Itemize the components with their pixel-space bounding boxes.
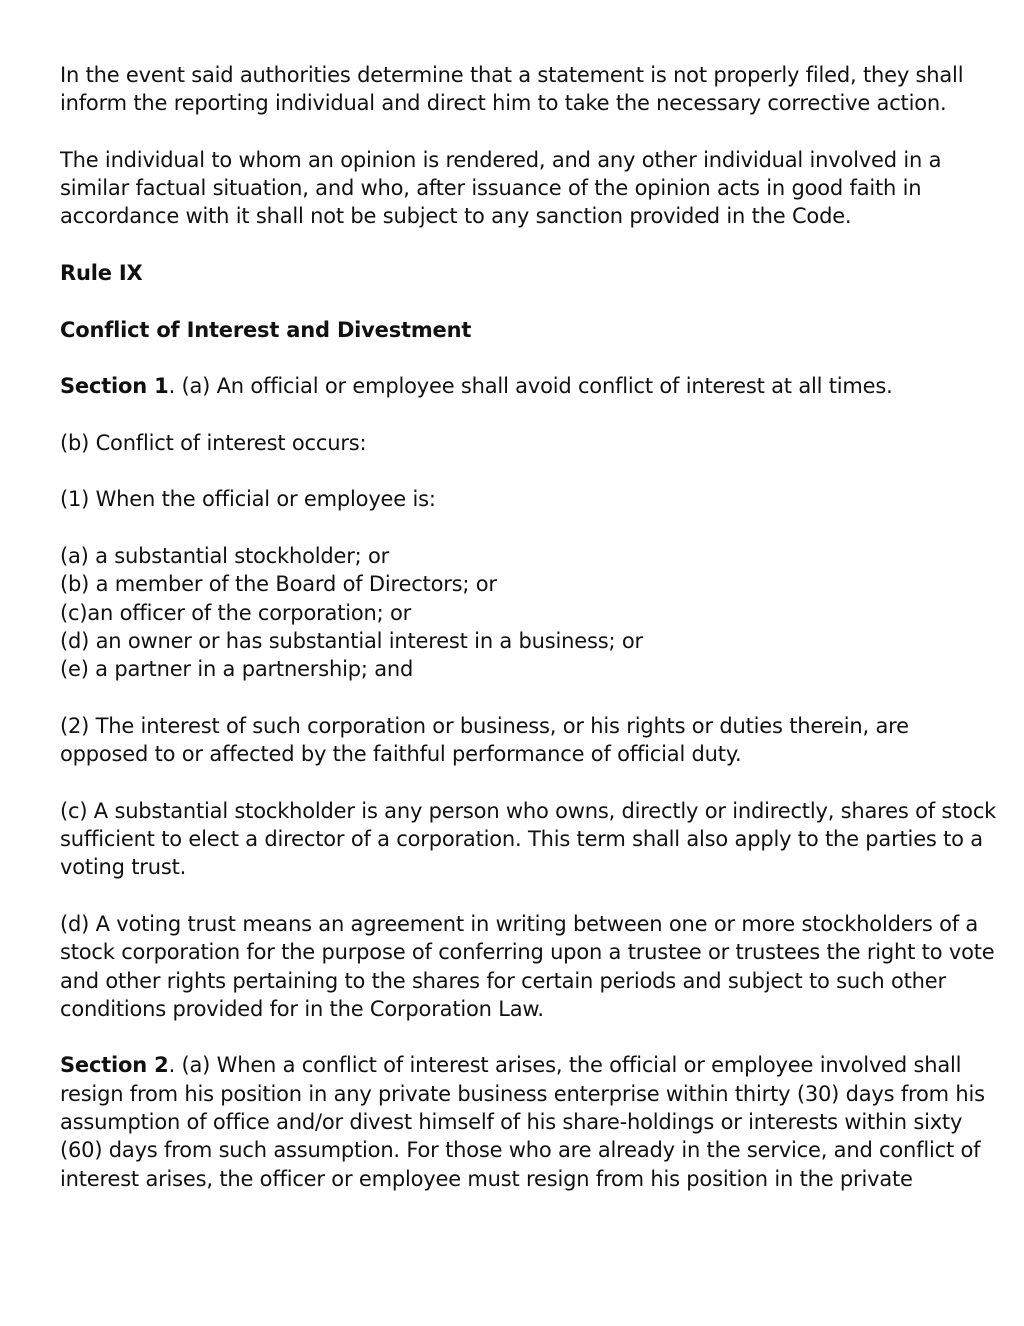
list-item: (d) an owner or has substantial interest in a business; or — [60, 628, 643, 653]
section-2-label: Section 2 — [60, 1053, 169, 1078]
conflict-occurs-paragraph: (b) Conflict of interest occurs: — [60, 430, 367, 455]
item-1-intro: (1) When the official or employee is: — [60, 487, 436, 512]
list-item: (a) a substantial stockholder; or — [60, 544, 390, 569]
sub-item-list — [60, 542, 1000, 683]
section-2-paragraph — [60, 1051, 1000, 1192]
paragraph-opinion-good-faith: The individual to whom an opinion is rendered, and any other individual involved in a similar factual situation, and who, after issuance of the opinion acts in good faith in accordance with it shall not be subject to any sanction provided in the Code. — [60, 147, 942, 229]
section-heading: Conflict of Interest and Divestment — [60, 317, 472, 342]
section-2-text: . (a) When a conflict of interest arises, the official or employee involved shall resign from his position in any private business enterprise within thirty (30) days from his assumption of office and/or divest himself of his share-holdings or interests within sixty (60) days from such assumption. For those who are already in the service, and conflict of interest arises, the officer or employee must resign from his position in the private — [60, 1053, 985, 1191]
voting-trust-paragraph: (d) A voting trust means an agreement in writing between one or more stockholders of a stock corporation for the purpose of conferring upon a trustee or trustees the right to vote and other rights pertaining to the shares for certain periods and subject to such other conditions provided for in the Corporation Law. — [60, 911, 995, 1021]
section-1-paragraph — [60, 372, 1000, 400]
list-item: (e) a partner in a partnership; and — [60, 657, 414, 682]
section-1-label: Section 1 — [60, 374, 169, 399]
item-2-paragraph: (2) The interest of such corporation or business, or his rights or duties therein, are opposed to or affected by the faithful performance of official duty. — [60, 713, 909, 767]
substantial-stockholder-paragraph: (c) A substantial stockholder is any person who owns, directly or indirectly, shares of stock sufficient to elect a director of a corporation. This term shall also apply to the parties to a voting trust. — [60, 798, 997, 880]
paragraph-improper-filing: In the event said authorities determine that a statement is not properly filed, they shall inform the reporting individual and direct him to take the necessary corrective action. — [60, 63, 964, 116]
rule-heading: Rule IX — [60, 261, 143, 286]
list-item: (b) a member of the Board of Directors; or — [60, 572, 497, 597]
section-1-text: . (a) An official or employee shall avoid conflict of interest at all times. — [168, 374, 893, 399]
document-page — [60, 61, 1000, 1193]
list-item: (c)an officer of the corporation; or — [60, 600, 412, 625]
